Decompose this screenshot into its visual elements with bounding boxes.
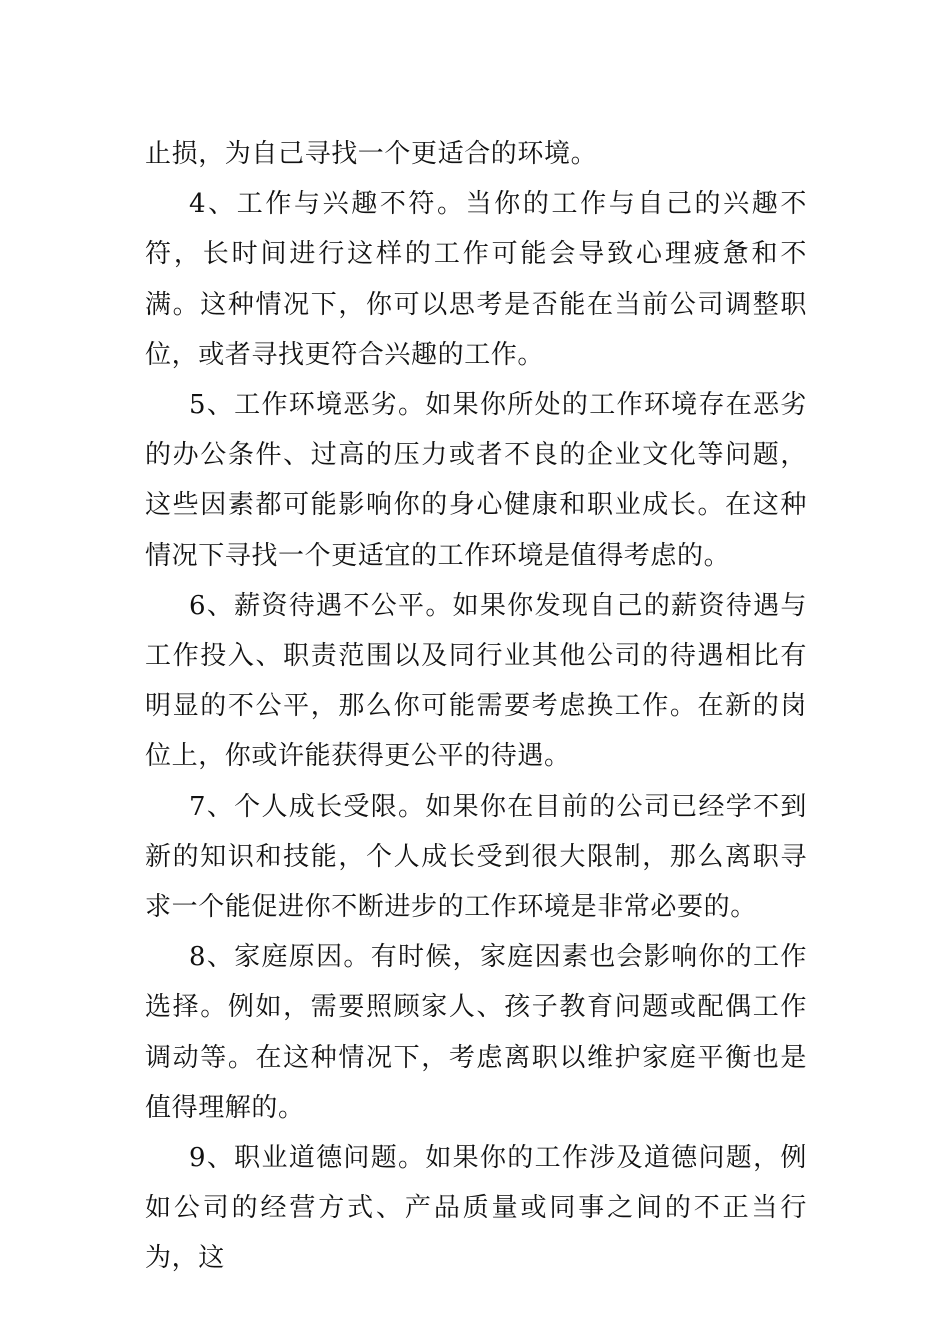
document-body (145, 129, 807, 1284)
paragraph-item-6: 6、薪资待遇不公平。如果你发现自己的薪资待遇与工作投入、职责范围以及同行业其他公司的待遇相比有明显的不公平，那么你可能需要考虑换工作。在新的岗位上，你或许能获得更公平的待遇。 (145, 590, 807, 772)
paragraph-item-8: 8、家庭原因。有时候，家庭因素也会影响你的工作选择。例如，需要照顾家人、孩子教育问题或配偶工作调动等。在这种情况下，考虑离职以维护家庭平衡也是值得理解的。 (145, 942, 807, 1123)
paragraph-continuation: 止损，为自己寻找一个更适合的环境。 (145, 139, 598, 169)
paragraph-item-7: 7、个人成长受限。如果你在目前的公司已经学不到新的知识和技能，个人成长受到很大限制，那么离职寻求一个能促进你不断进步的工作环境是非常必要的。 (145, 791, 807, 923)
paragraph-item-5: 5、工作环境恶劣。如果你所处的工作环境存在恶劣的办公条件、过高的压力或者不良的企业文化等问题，这些因素都可能影响你的身心健康和职业成长。在这种情况下寻找一个更适宜的工作环境是值得考虑的。 (145, 390, 807, 571)
paragraph-item-4: 4、工作与兴趣不符。当你的工作与自己的兴趣不符，长时间进行这样的工作可能会导致心理疲惫和不满。这种情况下，你可以思考是否能在当前公司调整职位，或者寻找更符合兴趣的工作。 (145, 189, 807, 370)
paragraph-item-9: 9、职业道德问题。如果你的工作涉及道德问题，例如公司的经营方式、产品质量或同事之间的不正当行为，这 (145, 1143, 807, 1274)
